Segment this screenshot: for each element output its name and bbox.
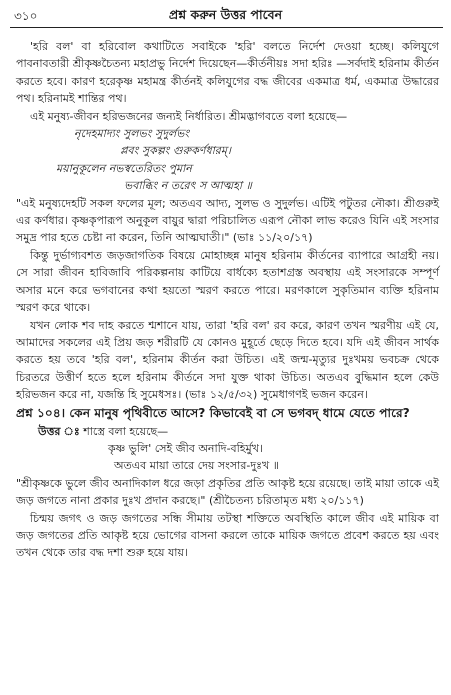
answer-translation: "শ্রীকৃষ্ণকে ভুলে জীব অনাদিকাল ধরে জড়া প্রকৃতির প্রতি আকৃষ্ট হয়ে রয়েছে। তাই মায়া তাকে এই জড় জগতে নানা প্রকার দুঃখ প্রদান করছে।" (শ্রীচৈতন্য চরিতামৃত মধ্য ২০/১১৭)	[16, 476, 439, 508]
paragraph-bhagavatam-intro: এই মনুষ্য-জীবন হরিভজনের জন্যই নির্ধারিত। শ্রীমদ্ভাগবতে বলা হয়েছে—	[30, 109, 348, 123]
answer-intro	[16, 423, 439, 440]
paragraph-hari-bol: 'হরি বল' বা হরিবোল কথাটিতে সবাইকে 'হরি' বলতে নির্দেশ দেওয়া হচ্ছে। কলিযুগে পাবনাবতারী শ্রীকৃষ্ণচৈতন্য মহাপ্রভু নির্দেশ দিয়েছেন—কীর্তনীয়ঃ সদা হরিঃ —সর্বদাই হরিনাম কীর্তন করতে হবে। কারণ হরেকৃষ্ণ মহামন্ত্র কীর্তনই কলিযুগের বদ্ধ জীবের একমাত্র ধর্ম, একমাত্র উদ্ধারের পথ। হরিনামই শান্তির পথ।	[16, 40, 439, 106]
paragraph-misfortune: কিন্তু দুর্ভাগ্যবশত জড়জাগতিক বিষয়ে মোহাচ্ছন্ন মানুষ হরিনাম কীর্তনের ব্যাপারে আগ্রহী নয়। সে সারা জীবন হাবিজাবি পরিকল্পনায় কাটিয়ে বার্ধক্যে হতাশগ্রস্ত অবস্থায় এই সংসারকে সম্পূর্ণ অসার মনে করে ভগবানের কথা হয়তো স্মরণ করতে পারে। মরণকালে সুকৃতিমান ব্যক্তি হরিনাম স্মরণ করে থাকে।	[16, 248, 439, 315]
header-rule	[10, 27, 443, 28]
running-title: প্রশ্ন করুন উত্তর পাবেন	[168, 7, 283, 22]
sanskrit-verse-line: ময়ানুকূলেন নভস্বতেরিতং পুমান	[56, 161, 192, 175]
verse-translation: "এই মনুষ্যদেহটি সকল ফলের মূল; অতএব আদ্য, সুলভ ও সুদুর্লভ। এটিই পটুতর নৌকা। শ্রীগুরুই এর কর্ণধার। কৃষ্ণকৃপারূপ অনুকূল বায়ুর দ্বারা পরিচালিত এরূপ নৌকা লাভ করেও যিনি এই সংসার সমুদ্র পার হতে চেষ্টা না করেন, তিনি আত্মঘাতী।" (ভাঃ ১১/২০/১৭)	[16, 196, 439, 245]
answer-text: শাস্ত্রে বলা হয়েছে—	[83, 424, 169, 438]
page-body	[16, 38, 439, 562]
paragraph-marginal-energy: চিন্ময় জগৎ ও জড় জগতের সন্ধি সীমায় তটস্থা শক্তিতে অবস্থিতি কালে জীব এই মায়িক বা জড় জগতের প্রতি আকৃষ্ট হয়ে ভোগের বাসনা করলে তাকে মায়িক জগতে প্রবেশ করতে হয় এবং তখন থেকে তার বদ্ধ দশা শুরু হয়ে যায়।	[16, 511, 439, 560]
paragraph-cremation: যখন লোক শব দাহ করতে শ্মশানে যায়, তারা 'হরি বল' রব করে, কারণ তখন স্মরণীয় এই যে, আমাদের সকলের এই প্রিয় জড় শরীরটি যে কোনও মুহূর্তে ছেড়ে দিতে হবে। যদি এই জীবন সার্থক করতে হয় তবে 'হরি বল', হরিনাম কীর্তন করা উচিত। এই জন্ম-মৃত্যুর দুঃখময় ভবচক্র থেকে চিরতরে উত্তীর্ণ হতে হলে হরিনাম কীর্তনে সদা যুক্ত থাকা উচিত। অতএব বুদ্ধিমান হলে কেউ হরিভজন করে না, যজন্তি হি সুমেধসঃ। (ভাঃ ১২/৫/৩২) সুমেধাগণই ভজন করেন।	[16, 318, 439, 402]
sanskrit-verse-line: নৃদেহমাদ্যং সুলভং সুদুর্লভং	[74, 127, 190, 141]
question-heading: প্রশ্ন ১০৪। কেন মানুষ পৃথিবীতে আসে? কিভাবেই বা সে ভগবদ্ ধামে যেতে পারে?	[16, 405, 410, 420]
page-number: ৩১০	[14, 9, 38, 23]
answer-verse-line: কৃষ্ণ ভুলি' সেই জীব অনাদি-বহির্মুখ।	[108, 441, 263, 455]
sanskrit-verse-line: প্লবং সুকল্পং গুরুকর্ণধারম্।	[120, 144, 231, 158]
sanskrit-verse-line: ভবাব্ধিং ন তরেৎ স আত্মহা ॥	[124, 179, 252, 193]
answer-label: উত্তর ঃ	[38, 424, 80, 438]
page-header	[14, 4, 437, 26]
answer-verse-line: অতএব মায়া তারে দেয় সংসার-দুঃখ ॥	[114, 459, 279, 473]
